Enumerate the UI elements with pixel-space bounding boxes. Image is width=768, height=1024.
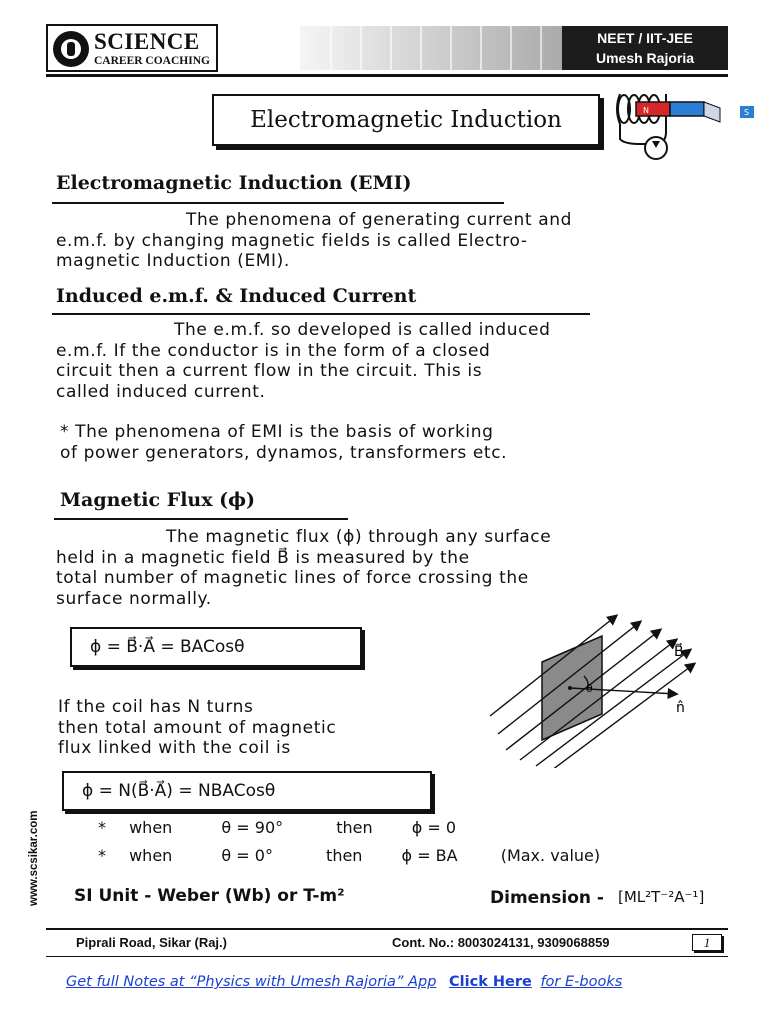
website-url: www.scsikar.com — [28, 810, 40, 906]
header-rule — [46, 74, 728, 77]
angle-label: θ — [586, 682, 593, 695]
magnet-coil-galvanometer-icon — [610, 84, 760, 174]
header-gradient-band — [300, 26, 562, 70]
case-note: (Max. value) — [500, 846, 601, 865]
promo-link[interactable]: Get full Notes at “Physics with Umesh Rajoria” App — [66, 974, 437, 990]
text-line: circuit then a current flow in the circuit. This is — [56, 361, 483, 381]
heading-emi: Electromagnetic Induction (EMI) — [56, 172, 412, 194]
footer-rule — [46, 956, 728, 957]
si-unit: SI Unit - Weber (Wb) or T-m² — [74, 886, 345, 906]
case-condition: θ = 90° — [221, 818, 284, 837]
case-0 — [98, 846, 600, 865]
case-when: when — [129, 846, 173, 865]
text-line: e.m.f. by changing magnetic fields is called Electro- — [56, 230, 528, 251]
formula-flux-coil: ϕ = N(B⃗·A⃗) = NBACosθ — [62, 771, 432, 811]
text-line: magnetic Induction (EMI). — [56, 251, 290, 271]
side-url — [28, 788, 48, 918]
case-90 — [98, 818, 456, 837]
footer-contact: Cont. No.: 8003024131, 9309068859 — [392, 935, 610, 950]
text-line: of power generators, dynamos, transformers etc. — [60, 442, 508, 463]
logo-subtitle: CAREER COACHING — [94, 55, 210, 67]
text-line: surface normally. — [56, 588, 212, 609]
text-line: * The phenomena of EMI is the basis of working — [60, 422, 494, 442]
text-line: e.m.f. If the conductor is in the form of a closed — [56, 340, 491, 361]
text-line: The magnetic flux (ϕ) through any surface — [166, 527, 552, 547]
text-line: The e.m.f. so developed is called induced — [174, 320, 551, 340]
heading-rule — [52, 202, 504, 204]
case-result: ϕ = 0 — [411, 818, 457, 837]
text-line: total number of magnetic lines of force crossing the — [56, 568, 529, 588]
exam-label: NEET / IIT-JEE — [597, 30, 693, 46]
note-emi-applications — [60, 422, 730, 463]
case-result: ϕ = BA — [401, 846, 458, 865]
text-line: If the coil has N turns — [58, 697, 254, 717]
heading-induced: Induced e.m.f. & Induced Current — [56, 285, 417, 307]
case-condition: θ = 0° — [221, 846, 273, 865]
heading-flux: Magnetic Flux (ϕ) — [60, 489, 256, 511]
case-star: * — [98, 818, 106, 837]
case-when: when — [129, 818, 173, 837]
paragraph-flux — [56, 527, 726, 609]
page-title: Electromagnetic Induction — [212, 94, 600, 146]
paragraph-coil — [58, 697, 438, 759]
heading-rule — [54, 518, 348, 520]
text-line: The phenomena of generating current and — [186, 210, 572, 230]
field-vector-label: B⃗ — [674, 644, 684, 660]
author-name: Umesh Rajoria — [595, 50, 695, 66]
footer-rule — [46, 928, 728, 930]
ebooks-link[interactable]: for E-books — [540, 974, 623, 990]
paragraph-emi — [56, 210, 726, 272]
formula-flux: ϕ = B⃗·A⃗ = BACosθ — [70, 627, 362, 667]
text-line: then total amount of magnetic — [58, 717, 337, 738]
page-number: 1 — [692, 934, 722, 951]
logo — [46, 24, 218, 72]
svg-text:S: S — [744, 108, 750, 117]
normal-vector-label: n̂ — [676, 700, 685, 716]
click-here-link[interactable]: Click Here — [449, 974, 532, 990]
text-line: held in a magnetic field B⃗ is measured by the — [56, 547, 470, 568]
text-line: flux linked with the coil is — [58, 738, 291, 758]
dimension-label: Dimension - — [490, 888, 604, 908]
author-box — [562, 26, 728, 70]
text-line: called induced current. — [56, 381, 266, 402]
paragraph-induced — [56, 320, 726, 402]
page-header — [46, 24, 728, 76]
dimension-value: [ML²T⁻²A⁻¹] — [618, 888, 705, 906]
promo-banner — [66, 974, 622, 990]
flux-diagram — [480, 608, 728, 768]
logo-emblem-icon — [53, 31, 89, 67]
case-then: then — [336, 818, 373, 837]
footer-address: Piprali Road, Sikar (Raj.) — [76, 935, 227, 950]
logo-title: SCIENCE — [94, 29, 200, 54]
case-then: then — [326, 846, 363, 865]
case-star: * — [98, 846, 106, 865]
heading-rule — [52, 313, 590, 315]
magnet-north-label: N — [643, 106, 649, 115]
